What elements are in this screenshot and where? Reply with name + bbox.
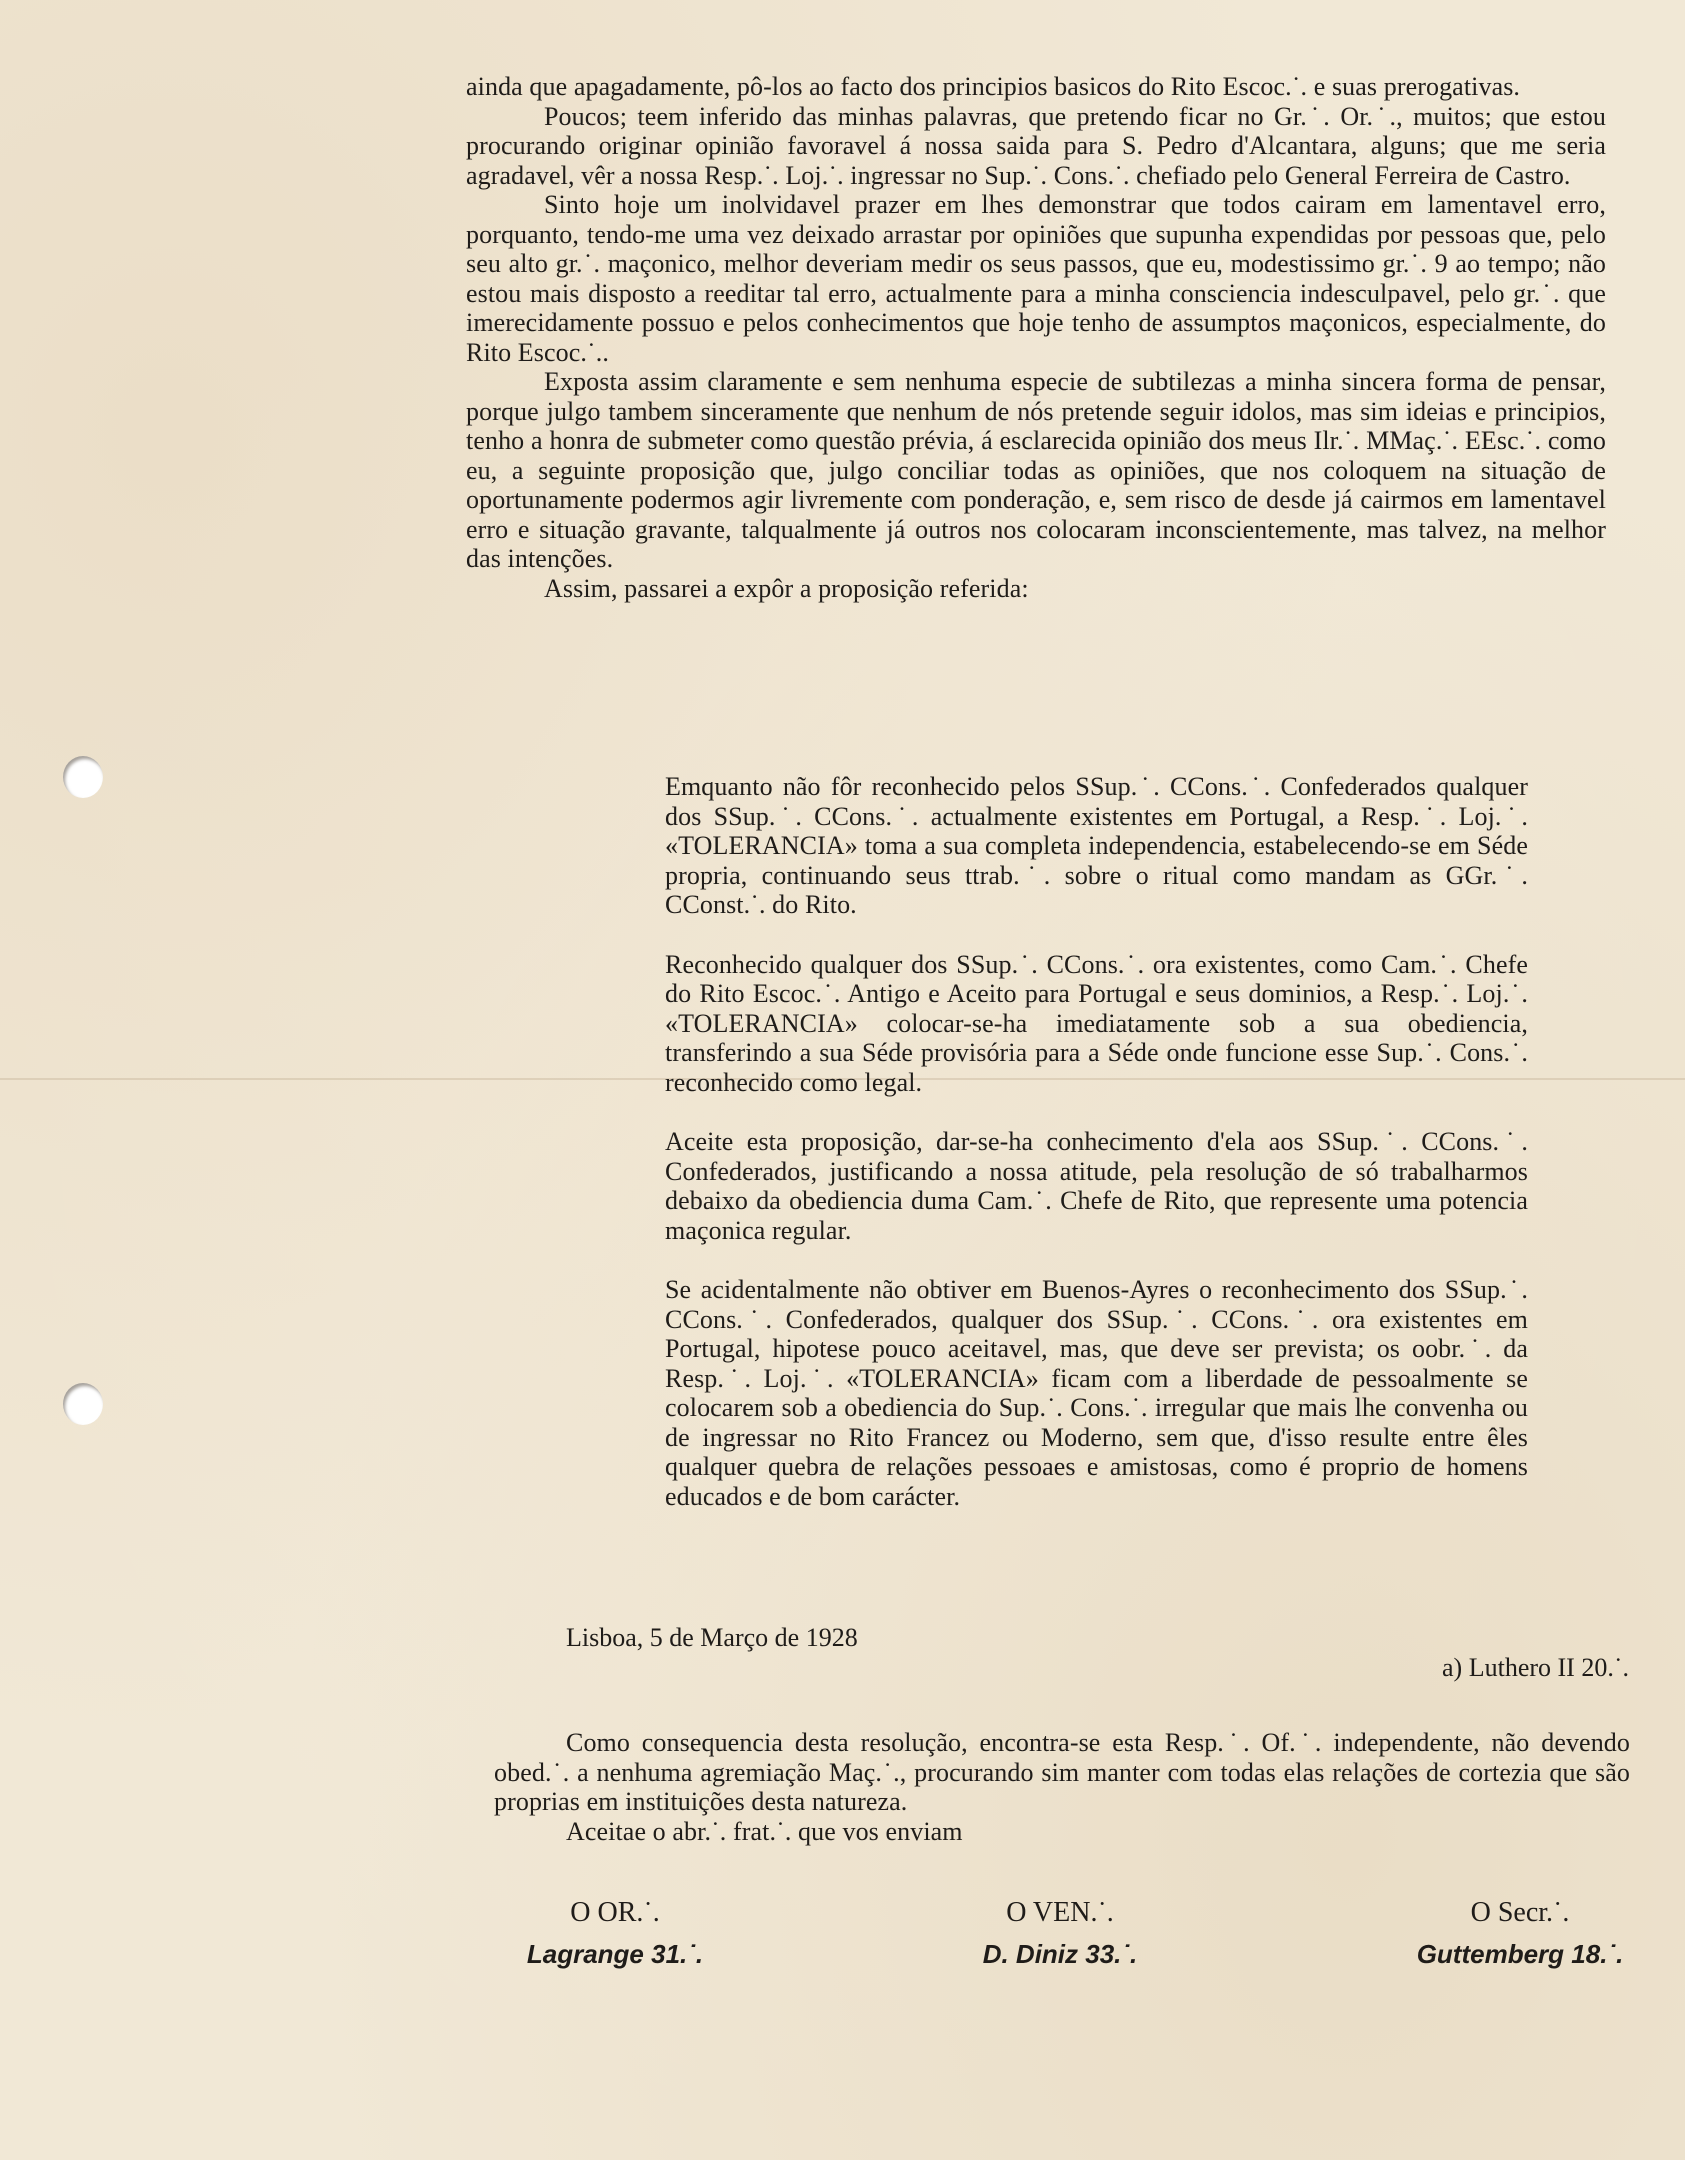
signatory-title: O VEN.˙. — [1006, 1897, 1114, 1928]
signature-venerable — [935, 1892, 1185, 1974]
intro-paragraph: Assim, passarei a expôr a proposição referida: — [544, 573, 1029, 603]
closing-text — [494, 1728, 1630, 1846]
proposal-paragraph: Aceite esta proposição, dar-se-ha conhecimento d'ela aos SSup.˙. CCons.˙. Confederados, justificando a nossa atitude, pela resolução de só trabalharmos debaixo da obediencia duma Cam.˙. Chefe de Rito, que represente uma potencia maçonica regular. — [665, 1127, 1528, 1245]
signature-orator — [490, 1892, 740, 1974]
signatory-name: Lagrange 31.˙. — [526, 1939, 704, 1969]
signature-secretary — [1390, 1892, 1650, 1974]
signatory-name: D. Diniz 33.˙. — [982, 1939, 1138, 1969]
closing-paragraph: Aceitae o abr.˙. frat.˙. que vos enviam — [566, 1816, 963, 1846]
intro-paragraph: Exposta assim claramente e sem nenhuma especie de subtilezas a minha sincera forma de pensar, porque julgo tambem sinceramente que nenhum de nós pretende seguir idolos, mas sim ideias e principios, tenho a honra de submeter como questão prévia, á esclarecida opinião dos meus Ilr.˙. MMaç.˙. EEsc.˙. como eu, a seguinte proposição que, julgo conciliar todas as opiniões, que nos coloquem na situação de oportunamente podermos agir livremente com ponderação, e, sem risco de desde já cairmos em lamentavel erro e situação gravante, talqualmente já outros nos colocaram inconscientemente, mas talvez, na melhor das intenções. — [466, 367, 1606, 573]
signatory-title: O Secr.˙. — [1470, 1897, 1570, 1928]
proposal-paragraph: Reconhecido qualquer dos SSup.˙. CCons.˙. ora existentes, como Cam.˙. Chefe do Rito Escoc.˙. Antigo e Aceito para Portugal e seus dominios, a Resp.˙. Loj.˙. «TOLERANCIA» colocar-se-ha imediatamente sob a sua obediencia, transferindo a sua Séde provisória para a Séde onde funcione esse Sup.˙. Cons.˙. reconhecido como legal. — [665, 949, 1528, 1097]
signatory-name: Guttemberg 18.˙. — [1416, 1939, 1624, 1969]
punch-hole-bottom — [63, 1383, 103, 1425]
intro-paragraph: ainda que apagadamente, pô-los ao facto dos principios basicos do Rito Escoc.˙. e suas prerogativas. — [466, 72, 1521, 101]
closing-paragraph: Como consequencia desta resolução, encontra-se esta Resp.˙. Of.˙. independente, não devendo obed.˙. a nenhuma agremiação Maç.˙., procurando sim manter com todas elas relações de cortezia que são proprias em instituições desta natureza. — [494, 1728, 1630, 1816]
proposal-paragraph: Se acidentalmente não obtiver em Buenos-Ayres o reconhecimento dos SSup.˙. CCons.˙. Confederados, qualquer dos SSup.˙. CCons.˙. ora existentes em Portugal, hipotese pouco aceitavel, mas, que deve ser prevista; os oobr.˙. da Resp.˙. Loj.˙. «TOLERANCIA» ficam com a liberdade de pessoalmente se colocarem sob a obediencia do Sup.˙. Cons.˙. irregular que mais lhe convenha ou de ingressar no Rito Francez ou Moderno, sem que, d'isso resulte entre êles qualquer quebra de relações pessoaes e amistosas, como é proprio de homens educados e de bom carácter. — [665, 1275, 1528, 1511]
proposal-paragraph: Emquanto não fôr reconhecido pelos SSup.˙. CCons.˙. Confederados qualquer dos SSup.˙. CCons.˙. actualmente existentes em Portugal, a Resp.˙. Loj.˙. «TOLERANCIA» toma a sua completa independencia, estabelecendo-se em Séde propria, continuando seus ttrab.˙. sobre o ritual como mandam as GGr.˙. CConst.˙. do Rito. — [665, 772, 1528, 919]
signatory-title: O OR.˙. — [570, 1897, 660, 1928]
punch-hole-top — [63, 756, 103, 798]
proposal-text — [665, 772, 1528, 1511]
place-date: Lisboa, 5 de Março de 1928 — [566, 1623, 858, 1652]
intro-text — [466, 72, 1606, 603]
intro-paragraph: Poucos; teem inferido das minhas palavras, que pretendo ficar no Gr.˙. Or.˙., muitos; que estou procurando originar opinião favoravel á nossa saida para S. Pedro d'Alcantara, alguns; que me seria agradavel, vêr a nossa Resp.˙. Loj.˙. ingressar no Sup.˙. Cons.˙. chefiado pelo General Ferreira de Castro. — [466, 101, 1606, 190]
intro-paragraph: Sinto hoje um inolvidavel prazer em lhes demonstrar que todos cairam em lamentavel erro, porquanto, tendo-me uma vez deixado arrastar por opiniões que supunha expendidas por pessoas que, pelo seu alto gr.˙. maçonico, melhor deveriam medir os seus passos, que eu, modestissimo gr.˙. 9 ao tempo; não estou mais disposto a reeditar tal erro, actualmente para a minha consciencia indesculpavel, pelo gr.˙. que imerecidamente possuo e pelos conhecimentos que hoje tenho de assumptos maçonicos, especialmente, do Rito Escoc.˙.. — [466, 190, 1606, 367]
signed-by: a) Luthero II 20.˙. — [1442, 1653, 1629, 1682]
